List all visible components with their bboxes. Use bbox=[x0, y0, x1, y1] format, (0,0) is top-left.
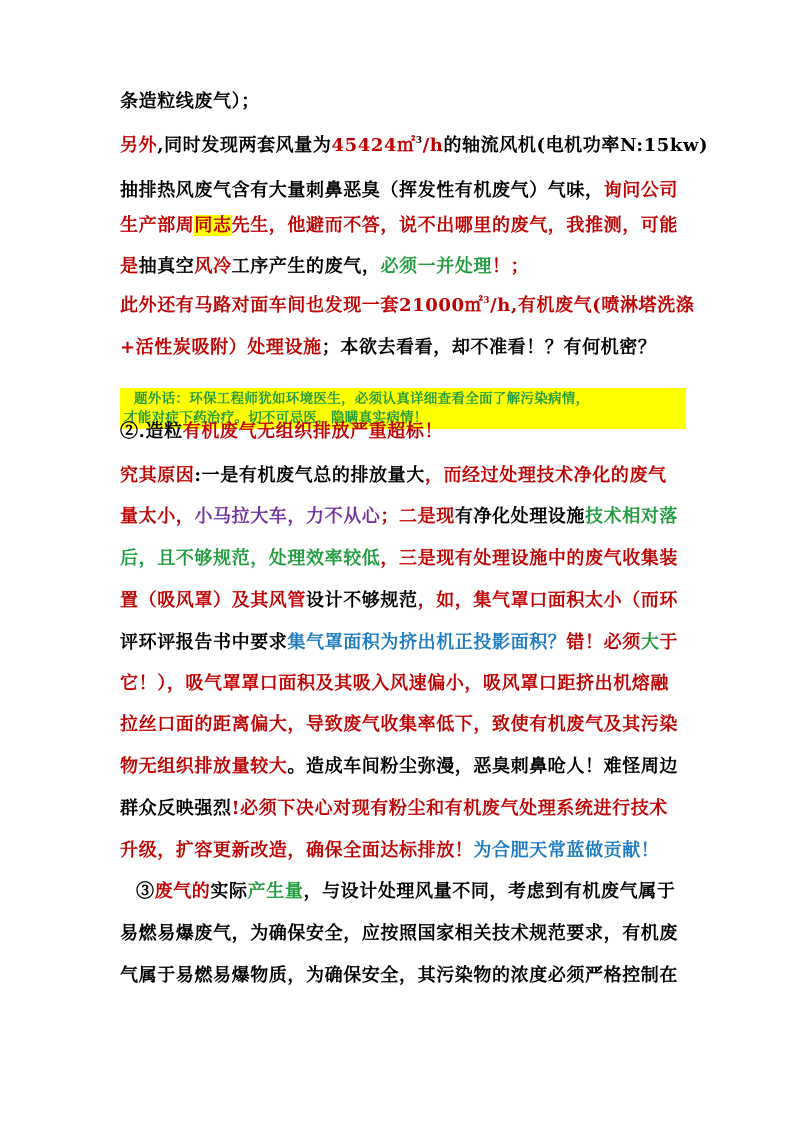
superscript-text: 3 bbox=[415, 136, 423, 146]
text-segment: 的轴流风机(电机功率N:15kw) bbox=[443, 135, 709, 156]
text-segment: 技术相对落 bbox=[585, 506, 679, 527]
text-segment: 产生量 bbox=[247, 881, 304, 902]
text-segment: 于 bbox=[659, 632, 679, 653]
text-segment: 废气的 bbox=[154, 881, 211, 902]
paragraph-line bbox=[120, 255, 529, 279]
text-segment: ，与设计处理风量不同，考虑到有机废气属于 bbox=[303, 881, 676, 902]
side-note-line-1: 题外话：环保工程师犹如环境医生，必须认真详细查看全面了解污染病情， bbox=[134, 391, 590, 407]
text-segment: 询问公司 bbox=[603, 180, 679, 201]
text-segment: 风冷 bbox=[194, 256, 232, 277]
text-segment: 抽真空 bbox=[138, 256, 195, 277]
text-segment: 升级，扩容更新改造，确保全面达标排放！ bbox=[120, 840, 474, 861]
text-segment: 集气罩面积为挤出机正投影面积？ bbox=[287, 632, 567, 653]
text-segment: 有净化处理设施 bbox=[454, 506, 586, 527]
text-segment: 有机废气无组织排放严重超标！ bbox=[182, 421, 444, 442]
paragraph-line bbox=[120, 336, 657, 360]
text-segment: :一是有机废气总的排放量大 bbox=[194, 465, 425, 486]
text-segment: ,同时发现两套风量为 bbox=[157, 135, 332, 156]
text-segment: 条造粒线废气）； bbox=[120, 91, 260, 112]
text-segment: ！难怪周边 bbox=[585, 756, 679, 777]
paragraph-line bbox=[120, 755, 678, 779]
text-segment: 生产部周 bbox=[120, 215, 195, 236]
text-segment: 为合肥天常蓝做贡献！ bbox=[473, 840, 660, 861]
text-segment: 究其原因 bbox=[120, 465, 195, 486]
text-segment: 另外 bbox=[120, 135, 158, 156]
text-segment: ，如，集气罩口面积太小（而环 bbox=[417, 590, 679, 611]
paragraph-line bbox=[120, 505, 678, 529]
side-note-line-2: 才能对症下药治疗。切不可忌医，隐瞒真实病情！ bbox=[124, 410, 428, 426]
text-segment: 先生，他避而不答，说不出哪里的废气，我推测，可能 bbox=[231, 215, 679, 236]
text-segment: 是 bbox=[120, 256, 139, 277]
paragraph-line bbox=[120, 631, 678, 655]
text-segment: 必须一并处理 bbox=[380, 256, 493, 277]
paragraph-line bbox=[120, 964, 678, 988]
text-segment: ；本欲去看看，却不准看！？有何机密？ bbox=[321, 337, 657, 358]
text-segment: 此外还有马路对面车间也发现一套21000㎡ bbox=[120, 295, 484, 316]
paragraph-line bbox=[120, 179, 678, 203]
text-segment: 量太小， bbox=[120, 506, 195, 527]
text-segment: 45424㎡ bbox=[331, 135, 416, 156]
text-segment: 抽排热风废气含有大量刺鼻恶臭（挥发性有机废气）气味， bbox=[120, 180, 604, 201]
text-segment: 置（吸风罩）及其风管 bbox=[120, 590, 306, 611]
text-segment: 错！必须 bbox=[566, 632, 641, 653]
text-segment: ③ bbox=[136, 881, 155, 902]
paragraph-line bbox=[120, 797, 668, 821]
paragraph-line bbox=[120, 672, 669, 696]
text-segment: 小马拉大车，力不从心 bbox=[194, 506, 381, 527]
text-segment: 评环评报告书中要求 bbox=[120, 632, 288, 653]
paragraph-line bbox=[120, 922, 678, 946]
text-segment: !必须下决心对现有粉尘和有机废气处理系统进行技术 bbox=[231, 798, 668, 819]
text-segment: 拉丝口面的距离偏大，导致废气收集率低下，致使有机废气及其污染 bbox=[120, 714, 678, 735]
superscript-text: 3 bbox=[483, 296, 491, 306]
paragraph-line bbox=[120, 464, 667, 488]
paragraph-line bbox=[120, 589, 678, 613]
paragraph-line bbox=[120, 713, 678, 737]
highlighted-text: 同志 bbox=[194, 215, 232, 236]
text-segment: 实际 bbox=[210, 881, 248, 902]
text-segment: ②.造粒 bbox=[120, 421, 183, 442]
paragraph-line bbox=[136, 880, 675, 904]
text-segment: 后，且不够规范，处理效率较低 bbox=[120, 548, 381, 569]
text-segment: 设计不够规范 bbox=[306, 590, 418, 611]
text-segment: ，三是现有处理设施 bbox=[380, 548, 548, 569]
text-segment: ！； bbox=[492, 256, 530, 277]
text-segment: /h,有机废气(喷淋塔洗涤 bbox=[490, 295, 695, 316]
text-segment: 群众反映强烈 bbox=[120, 798, 232, 819]
text-segment: 大 bbox=[640, 632, 660, 653]
paragraph-line bbox=[120, 134, 708, 158]
text-segment: 工序产生的废气， bbox=[231, 256, 381, 277]
text-segment: 中的废气收集装 bbox=[547, 548, 679, 569]
paragraph-line bbox=[120, 839, 659, 863]
paragraph-line bbox=[120, 547, 678, 571]
text-segment: +活性炭吸附）处理设施 bbox=[120, 337, 322, 358]
text-segment: ；二是现 bbox=[380, 506, 455, 527]
text-segment: 物无组织排放量较大 bbox=[120, 756, 288, 777]
text-segment: 它！） bbox=[120, 673, 167, 694]
paragraph-line bbox=[120, 214, 678, 238]
text-segment: /h bbox=[422, 135, 444, 156]
text-segment: ，吸气罩罩口面积及其吸入风速偏小，吸风罩口距挤出机熔融 bbox=[166, 673, 670, 694]
text-segment: 气属于易燃易爆物质，为确保安全，其污染物的浓度必须严格控制在 bbox=[120, 965, 678, 986]
text-segment: 易燃易爆废气，为确保安全，应按照国家相关技术规范要求，有机废 bbox=[120, 923, 678, 944]
text-segment: 。造成车间粉尘弥漫，恶臭刺鼻呛人 bbox=[287, 756, 586, 777]
paragraph-line bbox=[120, 420, 443, 444]
paragraph-line bbox=[120, 90, 260, 114]
paragraph-line bbox=[120, 294, 694, 318]
text-segment: ，而经过处理技术净化的废气 bbox=[424, 465, 667, 486]
